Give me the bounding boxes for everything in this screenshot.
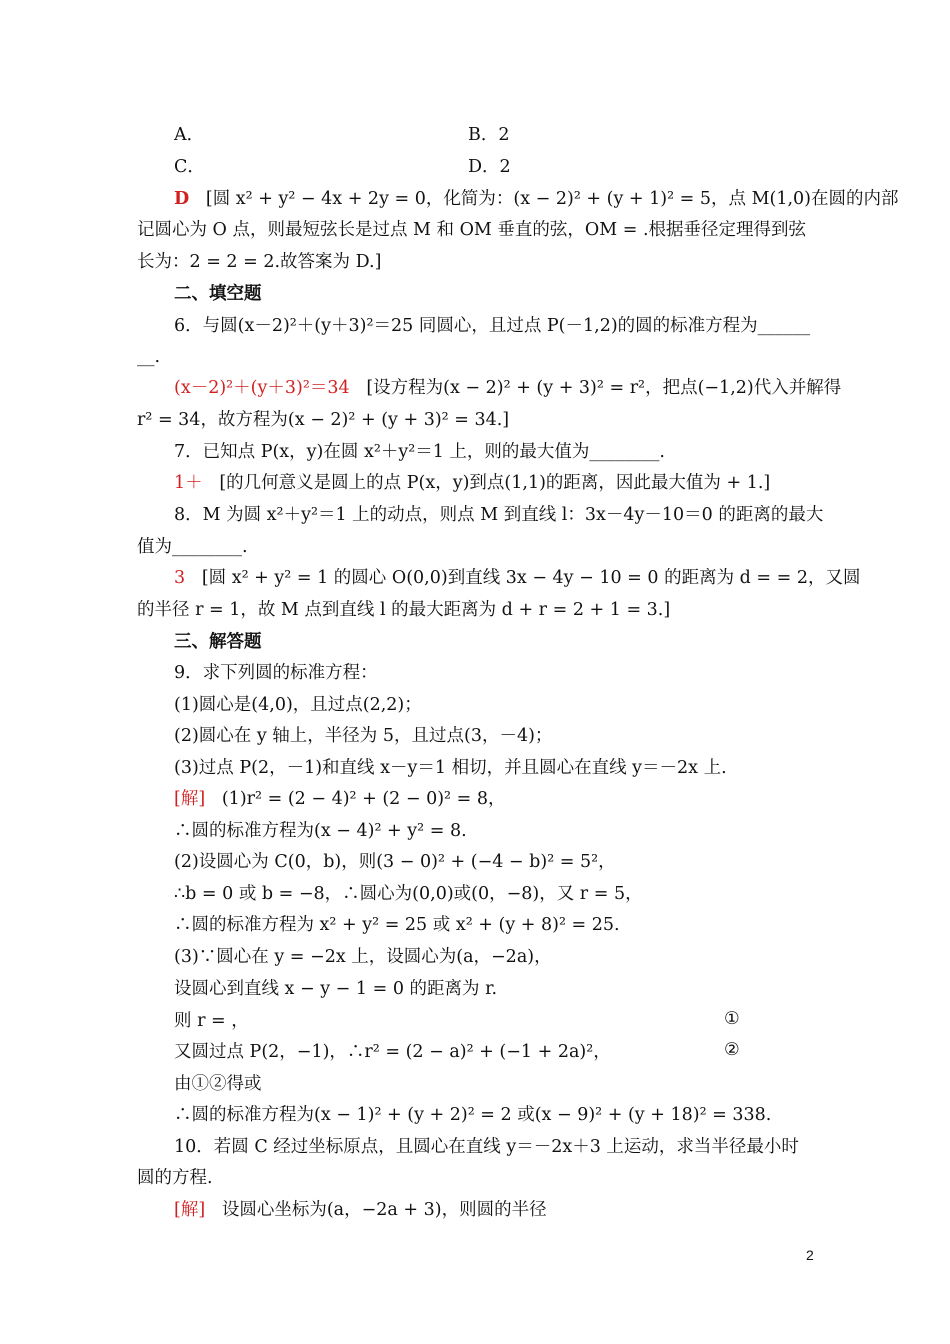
q10-jie-label: [解] bbox=[174, 1200, 206, 1220]
option-c: C． bbox=[174, 157, 205, 177]
page-number: 2 bbox=[806, 1247, 814, 1263]
q9-text-1: 9．求下列圆的标准方程： bbox=[174, 663, 378, 683]
q9-jie-label: [解] bbox=[174, 789, 206, 809]
q6-answer-line bbox=[174, 376, 841, 400]
q9-solution-11: ∴圆的标准方程为(x − 1)² + (y + 2)² = 2 或(x − 9)² + (y + 18)² = 338. bbox=[174, 1105, 772, 1125]
q6-text-1: 6．与圆(x－2)²＋(y＋3)²＝25 同圆心，且过点 P(－1,2)的圆的标准方程为______ bbox=[174, 316, 811, 336]
q5-answer-letter: D bbox=[174, 189, 190, 209]
q5-solution-1: [圆 x² + y² − 4x + 2y = 0，化简为：(x − 2)² + (y + 1)² = 5，点 M(1,0)在圆的内部 bbox=[205, 189, 899, 209]
q8-text-1: 8．M 为圆 x²＋y²＝1 上的动点，则点 M 到直线 l：3x－4y－10＝0 的距离的最大 bbox=[174, 505, 824, 525]
q9-text-3: (2)圆心在 y 轴上，半径为 5，且过点(3，－4)； bbox=[174, 726, 553, 746]
q8-answer: 3 bbox=[174, 568, 186, 588]
q5-answer-line-1 bbox=[174, 187, 899, 211]
q6-answer: (x－2)²＋(y＋3)²＝34 bbox=[174, 378, 350, 398]
q9-solution-3: (2)设圆心为 C(0，b)，则(3 − 0)² + (−4 − b)² = 5²， bbox=[174, 852, 616, 872]
q8-solution-1: [圆 x² + y² = 1 的圆心 O(0,0)到直线 3x − 4y − 10 = 0 的距离为 d = = 2，又圆 bbox=[201, 568, 861, 588]
q9-solution-9: 又圆过点 P(2，−1)，∴r² = (2 − a)² + (−1 + 2a)²， bbox=[174, 1042, 611, 1062]
q9-solution-10: 由①②得或 bbox=[174, 1074, 262, 1094]
q6-solution-2: r² = 34，故方程为(x − 2)² + (y + 3)² = 34.] bbox=[137, 410, 510, 430]
section-answer-heading: 三、解答题 bbox=[174, 632, 262, 652]
equation-marker-2: ② bbox=[724, 1040, 740, 1060]
q9-text-4: (3)过点 P(2，－1)和直线 x－y＝1 相切，并且圆心在直线 y＝－2x 上. bbox=[174, 758, 727, 778]
q7-answer-line bbox=[174, 471, 770, 495]
q5-solution-2: 记圆心为 O 点，则最短弦长是过点 M 和 OM 垂直的弦，OM = .根据垂径定理得到弦 bbox=[137, 220, 807, 240]
q9-solution-4: ∴b = 0 或 b = −8，∴圆心为(0,0)或(0，−8)，又 r = 5， bbox=[174, 884, 643, 904]
option-d: D．2 bbox=[468, 157, 511, 177]
section-fill-in-heading: 二、填空题 bbox=[174, 284, 262, 304]
q9-solution-5: ∴圆的标准方程为 x² + y² = 25 或 x² + (y + 8)² = 25. bbox=[174, 915, 620, 935]
q5-solution-3: 长为：2 = 2 = 2.故答案为 D.] bbox=[137, 252, 382, 272]
q10-text-2: 圆的方程. bbox=[137, 1168, 213, 1188]
option-b: B．2 bbox=[468, 125, 510, 145]
q9-text-2: (1)圆心是(4,0)，且过点(2,2)； bbox=[174, 695, 422, 715]
q9-solution-line-1 bbox=[174, 787, 505, 811]
q9-solution-8: 则 r = ， bbox=[174, 1011, 249, 1031]
q10-solution-line bbox=[174, 1198, 547, 1222]
option-a: A． bbox=[174, 125, 205, 145]
q7-text-1: 7．已知点 P(x，y)在圆 x²＋y²＝1 上，则的最大值为________. bbox=[174, 442, 665, 462]
q9-solution-7: 设圆心到直线 x − y − 1 = 0 的距离为 r. bbox=[174, 979, 498, 999]
q8-text-2: 值为________. bbox=[137, 537, 248, 557]
q7-answer: 1＋ bbox=[174, 473, 203, 493]
q8-answer-line bbox=[174, 566, 861, 590]
q10-text-1: 10．若圆 C 经过坐标原点，且圆心在直线 y＝－2x＋3 上运动，求当半径最小时 bbox=[174, 1137, 799, 1157]
equation-marker-1: ① bbox=[724, 1009, 740, 1029]
q6-text-2: __. bbox=[137, 347, 161, 367]
q10-solution-1: 设圆心坐标为(a，−2a + 3)，则圆的半径 bbox=[221, 1200, 547, 1220]
q7-solution: [的几何意义是圆上的点 P(x，y)到点(1,1)的距离，因此最大值为 + 1.] bbox=[219, 473, 771, 493]
q9-solution-6: (3)∵圆心在 y = −2x 上，设圆心为(a，−2a)， bbox=[174, 947, 552, 967]
q9-solution-1: (1)r² = (2 − 4)² + (2 − 0)² = 8， bbox=[221, 789, 506, 809]
q9-solution-2: ∴圆的标准方程为(x − 4)² + y² = 8. bbox=[174, 821, 467, 841]
q6-solution-1: [设方程为(x − 2)² + (y + 3)² = r²，把点(−1,2)代入并解得 bbox=[366, 378, 842, 398]
q8-solution-2: 的半径 r = 1，故 M 点到直线 l 的最大距离为 d + r = 2 + 1 = 3.] bbox=[137, 600, 671, 620]
